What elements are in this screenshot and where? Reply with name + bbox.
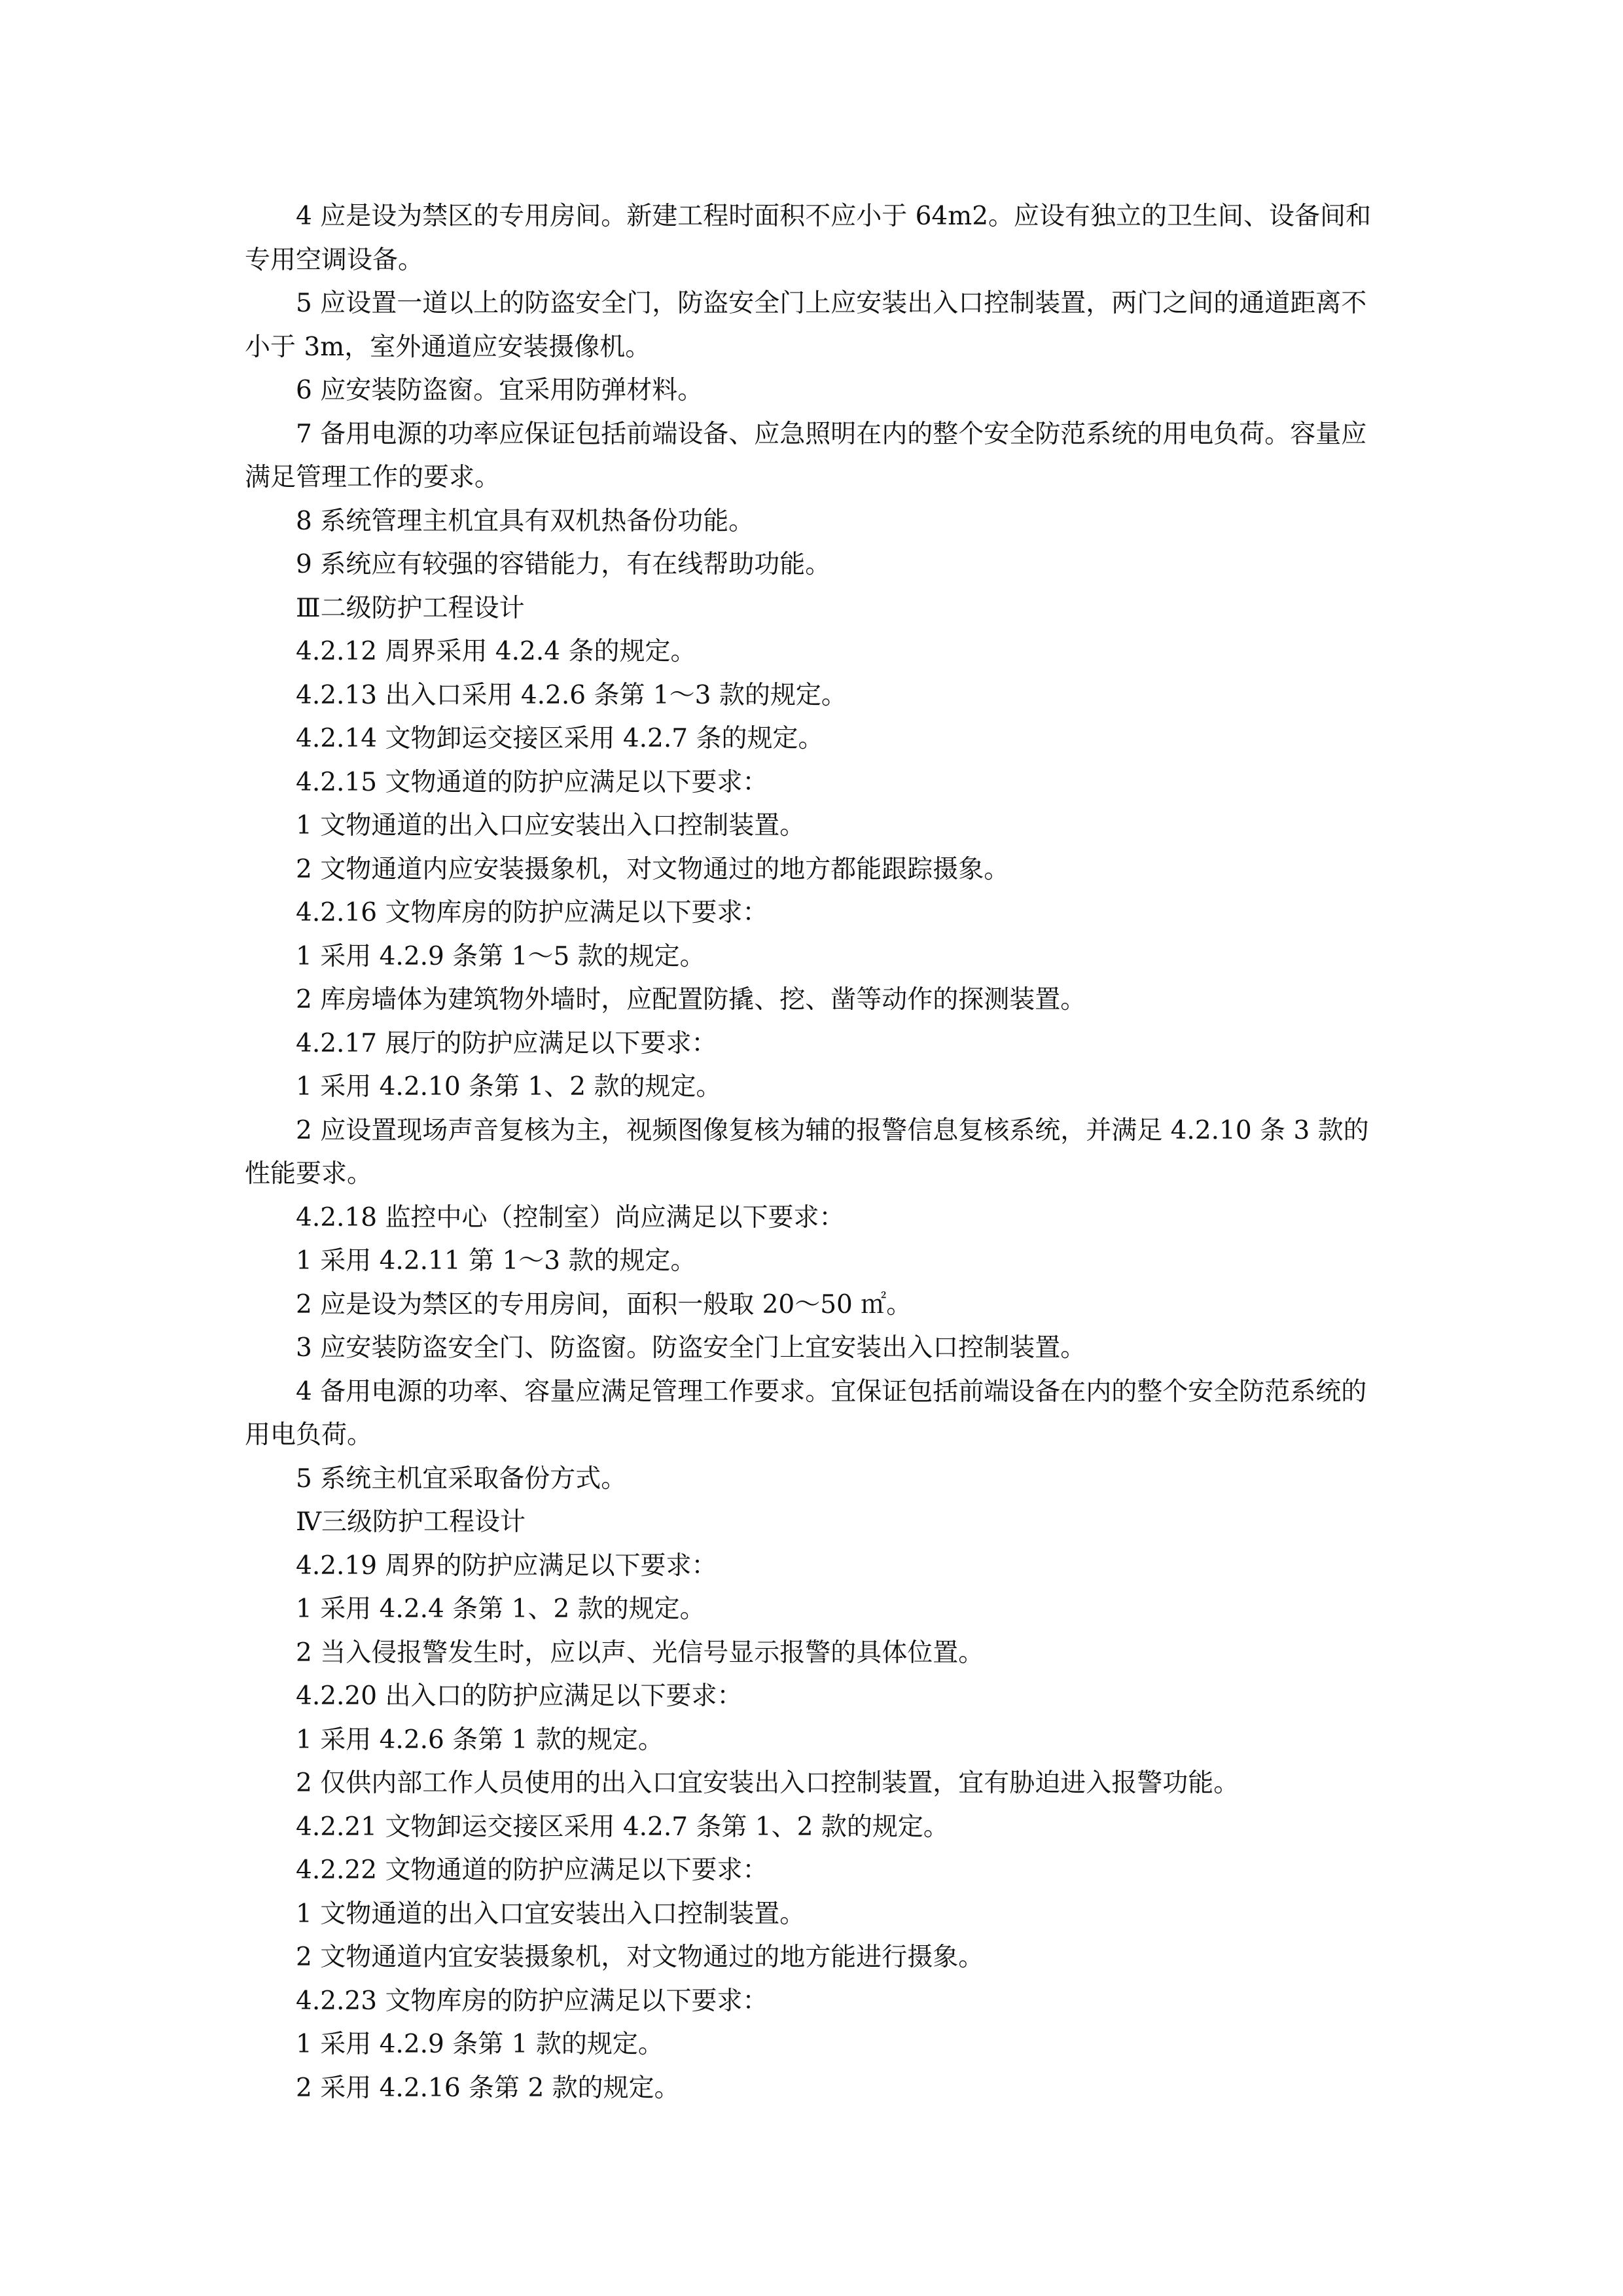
paragraph: 1 采用 4.2.9 条第 1～5 款的规定。 [296, 941, 705, 971]
paragraph: 2 当入侵报警发生时，应以声、光信号显示报警的具体位置。 [296, 1638, 984, 1668]
paragraph: 3 应安装防盗安全门、防盗窗。防盗安全门上宜安装出入口控制装置。 [296, 1333, 1086, 1363]
paragraph: 4.2.20 出入口的防护应满足以下要求： [296, 1681, 743, 1711]
paragraph: 1 采用 4.2.9 条第 1 款的规定。 [296, 2030, 664, 2059]
paragraph: 2 采用 4.2.16 条第 2 款的规定。 [296, 2073, 680, 2103]
paragraph: 4.2.12 周界采用 4.2.4 条的规定。 [296, 637, 696, 666]
paragraph: 2 文物通道内宜安装摄象机，对文物通过的地方能进行摄象。 [296, 1943, 984, 1972]
paragraph: 4.2.14 文物卸运交接区采用 4.2.7 条的规定。 [296, 724, 824, 753]
paragraph: 4 备用电源的功率、容量应满足管理工作要求。宜保证包括前端设备在内的整个安全防范系统的用电负荷。 [245, 1376, 1367, 1450]
paragraph: 2 仅供内部工作人员使用的出入口宜安装出入口控制装置，宜有胁迫进入报警功能。 [296, 1768, 1240, 1798]
paragraph: 2 应是设为禁区的专用房间，面积一般取 20～50 ㎡。 [296, 1289, 912, 1319]
paragraph: 2 文物通道内应安装摄象机，对文物通过的地方都能跟踪摄象。 [296, 854, 1010, 884]
paragraph: 4.2.17 展厅的防护应满足以下要求： [296, 1028, 717, 1058]
paragraph: 7 备用电源的功率应保证包括前端设备、应急照明在内的整个安全防范系统的用电负荷。容量应满足管理工作的要求。 [245, 419, 1367, 492]
paragraph: 5 应设置一道以上的防盗安全门，防盗安全门上应安装出入口控制装置，两门之间的通道距离不小于 3m，室外通道应安装摄像机。 [245, 289, 1367, 362]
paragraph: 4.2.18 监控中心（控制室）尚应满足以下要求： [296, 1202, 845, 1232]
document-page [245, 195, 1383, 2110]
paragraph: 6 应安装防盗窗。宜采用防弹材料。 [296, 376, 704, 405]
paragraph: 1 采用 4.2.4 条第 1、2 款的规定。 [296, 1594, 705, 1624]
paragraph: 4.2.23 文物库房的防护应满足以下要求： [296, 1986, 768, 2016]
paragraph: 1 采用 4.2.6 条第 1 款的规定。 [296, 1725, 664, 1755]
paragraph: 9 系统应有较强的容错能力，有在线帮助功能。 [296, 550, 831, 579]
paragraph: 1 采用 4.2.10 条第 1、2 款的规定。 [296, 1072, 722, 1102]
paragraph: 2 应设置现场声音复核为主，视频图像复核为辅的报警信息复核系统，并满足 4.2.10 条 3 款的性能要求。 [245, 1115, 1369, 1189]
paragraph: 4.2.21 文物卸运交接区采用 4.2.7 条第 1、2 款的规定。 [296, 1812, 949, 1842]
paragraph: 2 库房墙体为建筑物外墙时，应配置防撬、挖、凿等动作的探测装置。 [296, 985, 1086, 1014]
paragraph: 1 文物通道的出入口宜安装出入口控制装置。 [296, 1899, 806, 1929]
paragraph: 1 文物通道的出入口应安装出入口控制装置。 [296, 811, 806, 840]
paragraph: 4.2.15 文物通道的防护应满足以下要求： [296, 767, 768, 797]
paragraph: 4.2.22 文物通道的防护应满足以下要求： [296, 1856, 768, 1885]
paragraph: 4 应是设为禁区的专用房间。新建工程时面积不应小于 64m2。应设有独立的卫生间、设备间和专用空调设备。 [245, 202, 1372, 275]
section-heading: Ⅲ二级防护工程设计 [296, 593, 525, 623]
paragraph: 4.2.19 周界的防护应满足以下要求： [296, 1551, 717, 1581]
paragraph: 4.2.16 文物库房的防护应满足以下要求： [296, 898, 768, 927]
paragraph: 1 采用 4.2.11 第 1～3 款的规定。 [296, 1246, 696, 1276]
paragraph: 5 系统主机宜采取备份方式。 [296, 1463, 627, 1494]
paragraph: 4.2.13 出入口采用 4.2.6 条第 1～3 款的规定。 [296, 680, 847, 710]
paragraph: 8 系统管理主机宜具有双机热备份功能。 [296, 506, 755, 536]
section-heading: Ⅳ三级防护工程设计 [296, 1507, 526, 1537]
